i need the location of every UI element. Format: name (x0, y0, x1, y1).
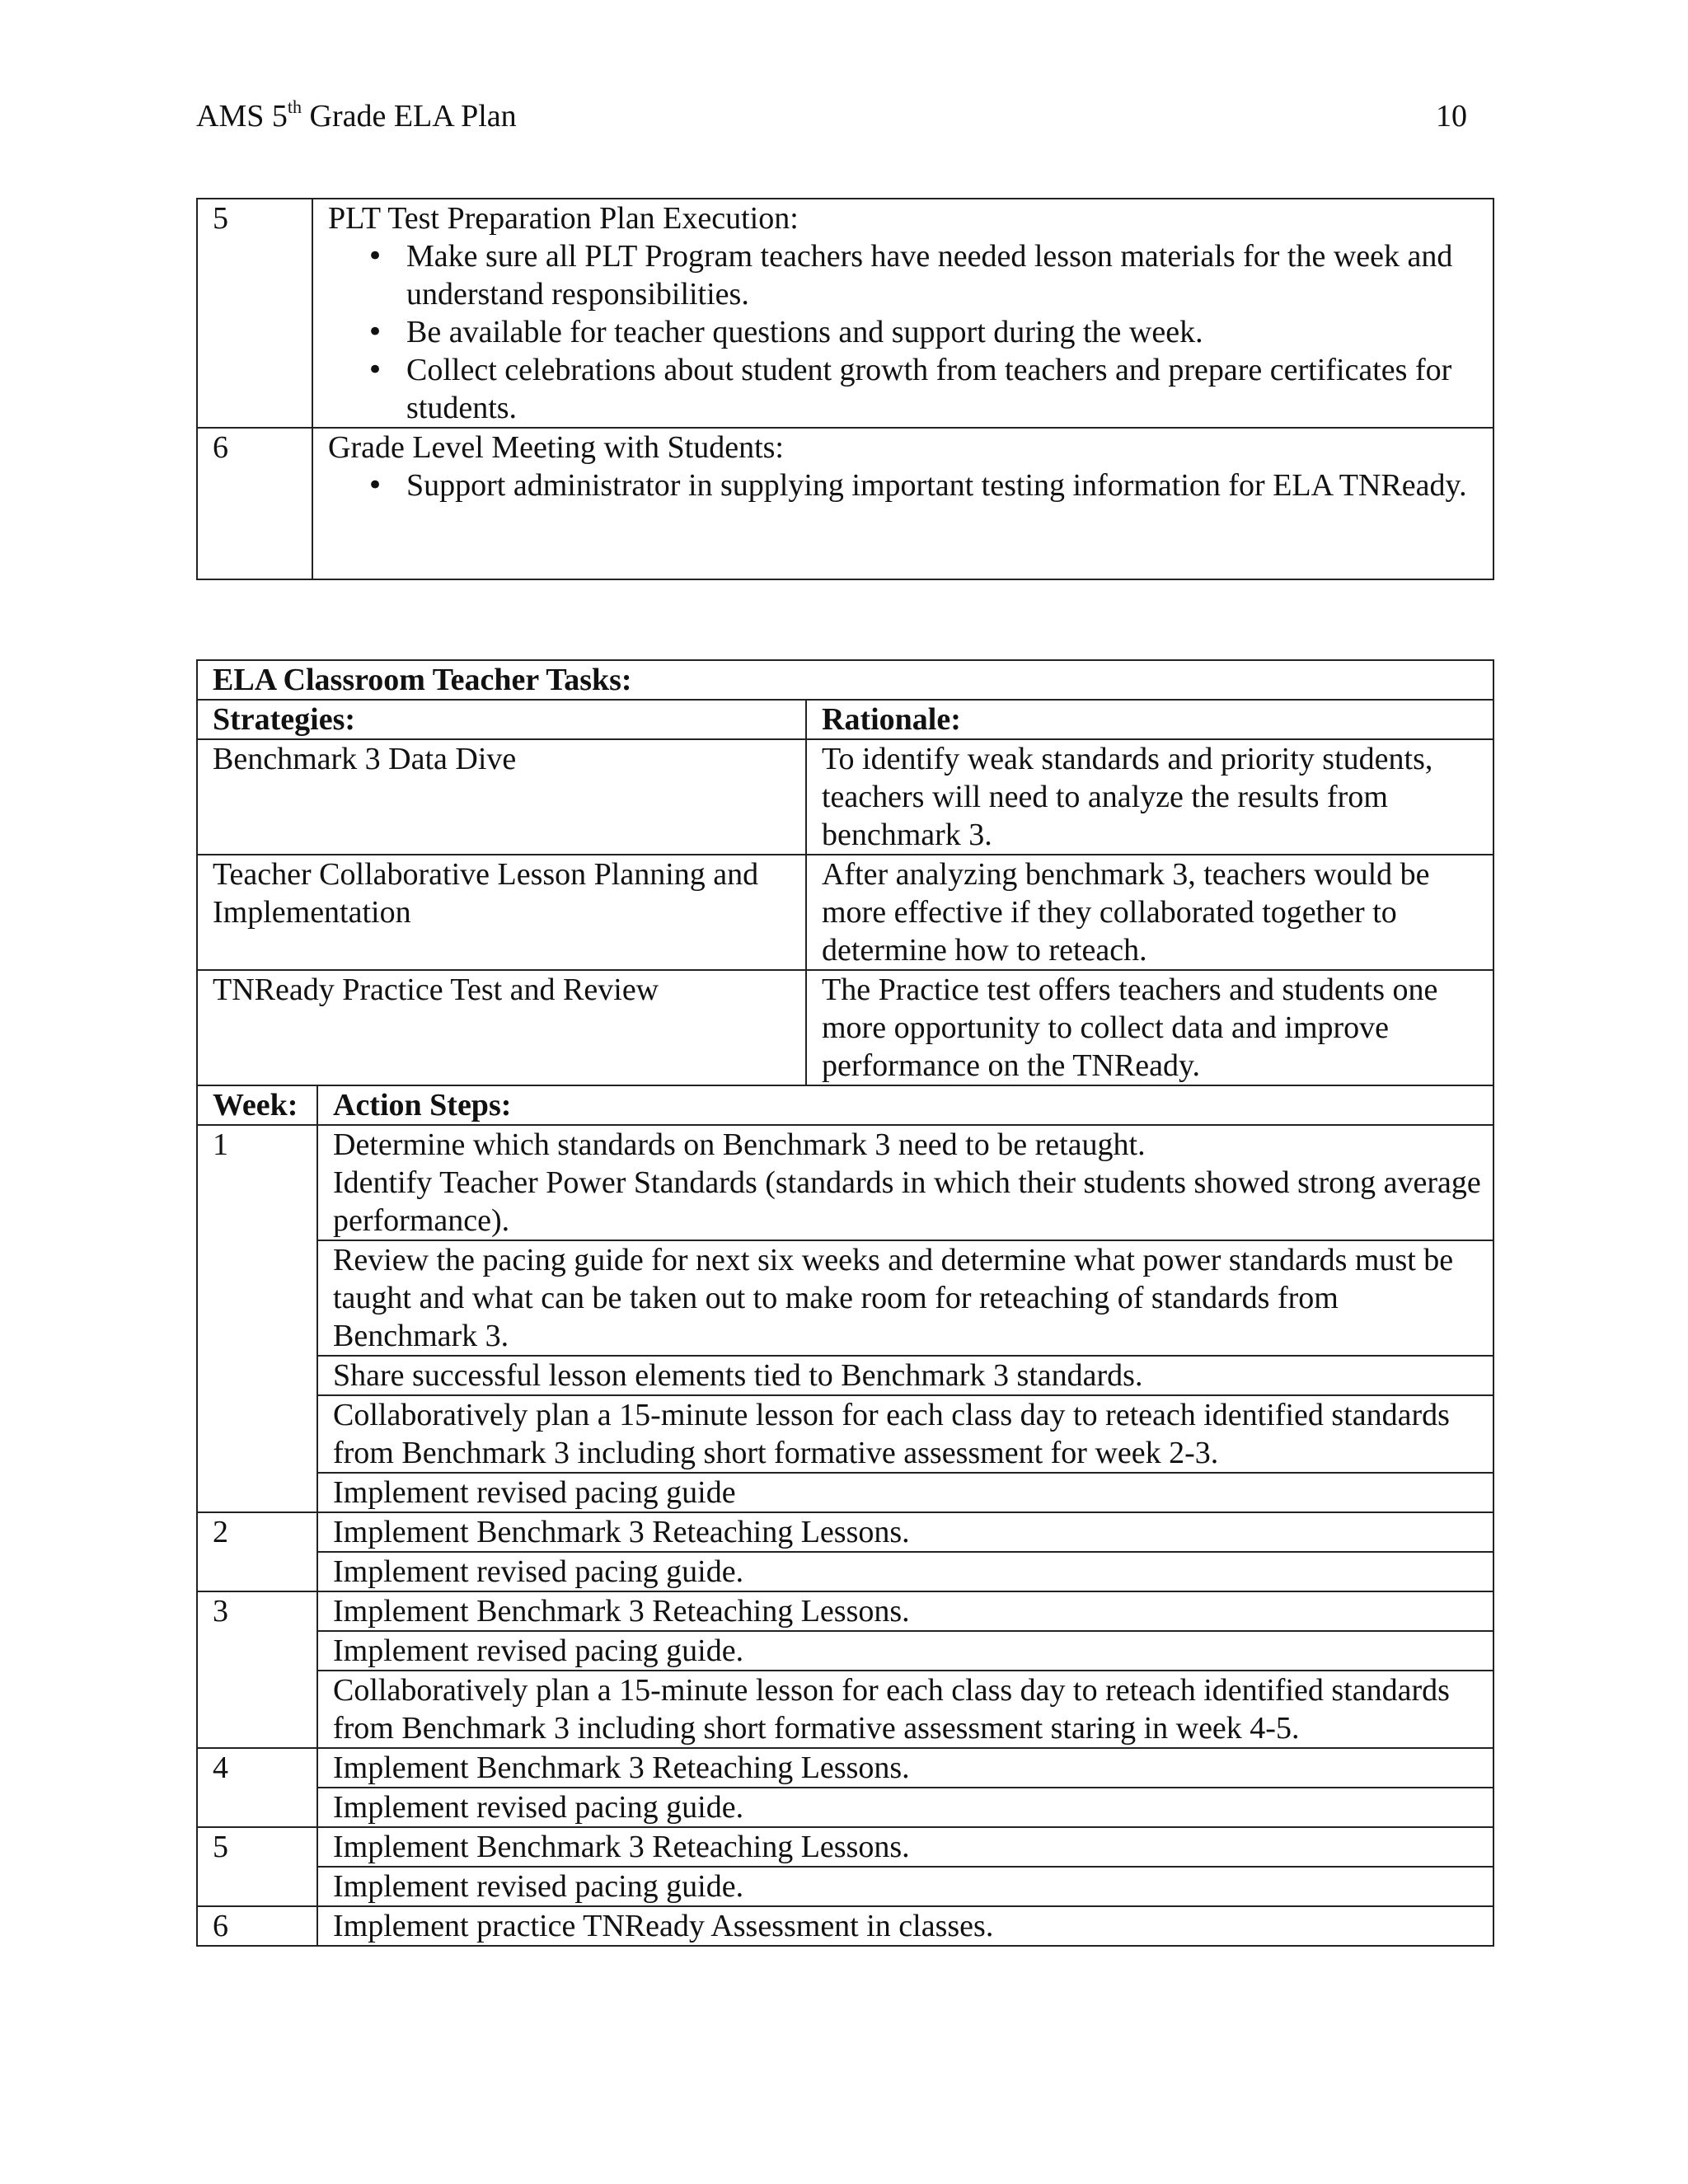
week-cell: 4 (197, 1748, 317, 1827)
list-item: • Collect celebrations about student growth from teachers and prepare certificates for students. (406, 351, 1478, 427)
table-row (197, 1827, 1493, 1867)
table-row (197, 700, 1493, 739)
action-step-cell: Review the pacing guide for next six weeks and determine what power standards must be taught and what can be taken out to make room for reteaching of standards from Benchmark 3. (317, 1240, 1493, 1356)
page-header-title (196, 97, 517, 135)
table-row (197, 1473, 1493, 1512)
table-row (197, 428, 1493, 579)
table-row (197, 1748, 1493, 1788)
table-row (197, 1671, 1493, 1748)
table-title: ELA Classroom Teacher Tasks: (197, 660, 1493, 700)
header-title-suffix: Grade ELA Plan (302, 99, 517, 134)
header-title-sup: th (287, 96, 302, 117)
week-cell: 2 (197, 1512, 317, 1591)
page-number: 10 (1436, 99, 1467, 134)
table-row (197, 970, 1493, 1085)
table-row (197, 1552, 1493, 1591)
task-cell (312, 428, 1493, 579)
table-row (197, 855, 1493, 970)
table-row (197, 1591, 1493, 1631)
action-step-cell: Implement Benchmark 3 Reteaching Lessons. (317, 1512, 1493, 1552)
table-row (197, 1240, 1493, 1356)
week-cell: 3 (197, 1591, 317, 1748)
bullet-list (328, 466, 1478, 504)
list-item: • Make sure all PLT Program teachers have needed lesson materials for the week and understand responsibilities. (406, 237, 1478, 313)
action-step-cell: Implement Benchmark 3 Reteaching Lessons. (317, 1827, 1493, 1867)
action-step-cell: Share successful lesson elements tied to Benchmark 3 standards. (317, 1356, 1493, 1395)
action-step-cell: Implement Benchmark 3 Reteaching Lessons. (317, 1748, 1493, 1788)
strategy-cell: TNReady Practice Test and Review (197, 970, 806, 1085)
action-step-cell: Implement revised pacing guide. (317, 1867, 1493, 1906)
table-row (197, 660, 1493, 700)
table-row (197, 1356, 1493, 1395)
table-row (197, 739, 1493, 855)
bullet-list (328, 237, 1478, 427)
task-cell (312, 199, 1493, 428)
week-cell: 5 (197, 1827, 317, 1906)
list-item: • Be available for teacher questions and support during the week. (406, 313, 1478, 351)
table-row (197, 1125, 1493, 1240)
action-step-cell: Implement Benchmark 3 Reteaching Lessons. (317, 1591, 1493, 1631)
action-step-cell: Collaboratively plan a 15-minute lesson for each class day to reteach identified standards from Benchmark 3 including short formative assessment for week 2-3. (317, 1395, 1493, 1473)
action-step-cell: Implement revised pacing guide. (317, 1788, 1493, 1827)
table-row (197, 199, 1493, 428)
table-row (197, 1631, 1493, 1671)
rationale-cell: After analyzing benchmark 3, teachers would be more effective if they collaborated together to determine how to reteach. (806, 855, 1493, 970)
week-header: Week: (197, 1085, 317, 1125)
rationale-cell: The Practice test offers teachers and students one more opportunity to collect data and improve performance on the TNReady. (806, 970, 1493, 1085)
strategies-header: Strategies: (197, 700, 806, 739)
table-row (197, 1395, 1493, 1473)
action-step-cell: Implement practice TNReady Assessment in classes. (317, 1906, 1493, 1946)
strategy-cell: Benchmark 3 Data Dive (197, 739, 806, 855)
week-cell: 1 (197, 1125, 317, 1512)
table-row (197, 1788, 1493, 1827)
table-row (197, 1906, 1493, 1946)
list-item: • Support administrator in supplying important testing information for ELA TNReady. (406, 466, 1478, 504)
rationale-cell: To identify weak standards and priority students, teachers will need to analyze the results from benchmark 3. (806, 739, 1493, 855)
week-cell: 5 (197, 199, 312, 428)
table-row (197, 1085, 1493, 1125)
action-step-cell: Implement revised pacing guide. (317, 1631, 1493, 1671)
week-cell: 6 (197, 1906, 317, 1946)
action-step-cell: Determine which standards on Benchmark 3 need to be retaught. Identify Teacher Power Standards (standards in which their students showed strong average performance). (317, 1125, 1493, 1240)
strategy-cell: Teacher Collaborative Lesson Planning and Implementation (197, 855, 806, 970)
week-cell: 6 (197, 428, 312, 579)
header-title-prefix: AMS 5 (196, 99, 288, 134)
action-step-cell: Collaboratively plan a 15-minute lesson for each class day to reteach identified standards from Benchmark 3 including short formative assessment staring in week 4-5. (317, 1671, 1493, 1748)
action-step-cell: Implement revised pacing guide (317, 1473, 1493, 1512)
task-heading: Grade Level Meeting with Students: (328, 430, 784, 465)
table-row (197, 1867, 1493, 1906)
action-steps-header: Action Steps: (317, 1085, 1493, 1125)
action-step-cell: Implement revised pacing guide. (317, 1552, 1493, 1591)
rationale-header: Rationale: (806, 700, 1493, 739)
task-heading: PLT Test Preparation Plan Execution: (328, 201, 799, 236)
ela-teacher-tasks-table (196, 659, 1494, 1947)
table-row (197, 1512, 1493, 1552)
plt-plan-table (196, 198, 1494, 580)
